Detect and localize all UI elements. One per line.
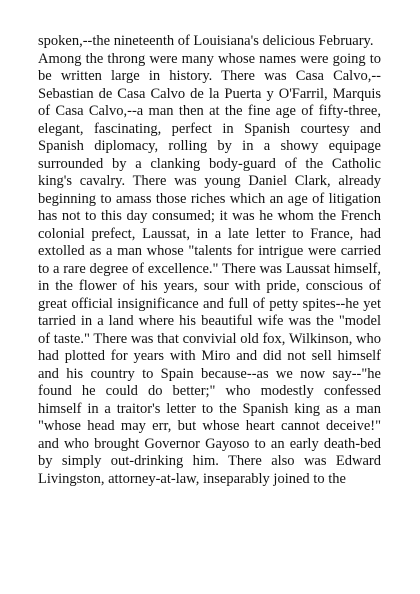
paragraph-main: Among the throng were many whose names were going to be written large in history. There was Casa Calvo,--Sebastian de Casa Calvo de la Puerta y O'Farril, Marquis of Casa Calvo,--a man then at the fine age of fifty-three, elegant, fascinating, perfect in Spanish courtesy and Spanish diplomacy, rolling by in a showy equipage surrounded by a clanking body-guard of the Catholic king's cavalry. There was young Daniel Clark, already beginning to amass those riches which an age of litigation has not to this day consumed; it was he whom the French colonial prefect, Laussat, in a late letter to France, had extolled as a man whose "talents for intrigue were carried to a rare degree of excellence." There was Laussat himself, in the flower of his years, sour with pride, conscious of great official insignificance and full of petty spites--he yet tarried in a land where his beautiful wife was the "model of taste." There was that convivial old fox, Wilkinson, who had plotted for years with Miro and did not sell himself and his country to Spain because--as we now say--"he found he could do better;" who modestly confessed himself in a traitor's letter to the Spanish king as a man "whose head may err, but whose heart cannot deceive!" and who brought Governor Gayoso to an early death-bed by simply out-drinking him. There also was Edward Livingston, attorney-at-law, inseparably joined to the — [38, 50, 381, 487]
document-page — [38, 33, 381, 488]
paragraph-continuation: spoken,--the nineteenth of Louisiana's delicious February. — [38, 33, 374, 49]
